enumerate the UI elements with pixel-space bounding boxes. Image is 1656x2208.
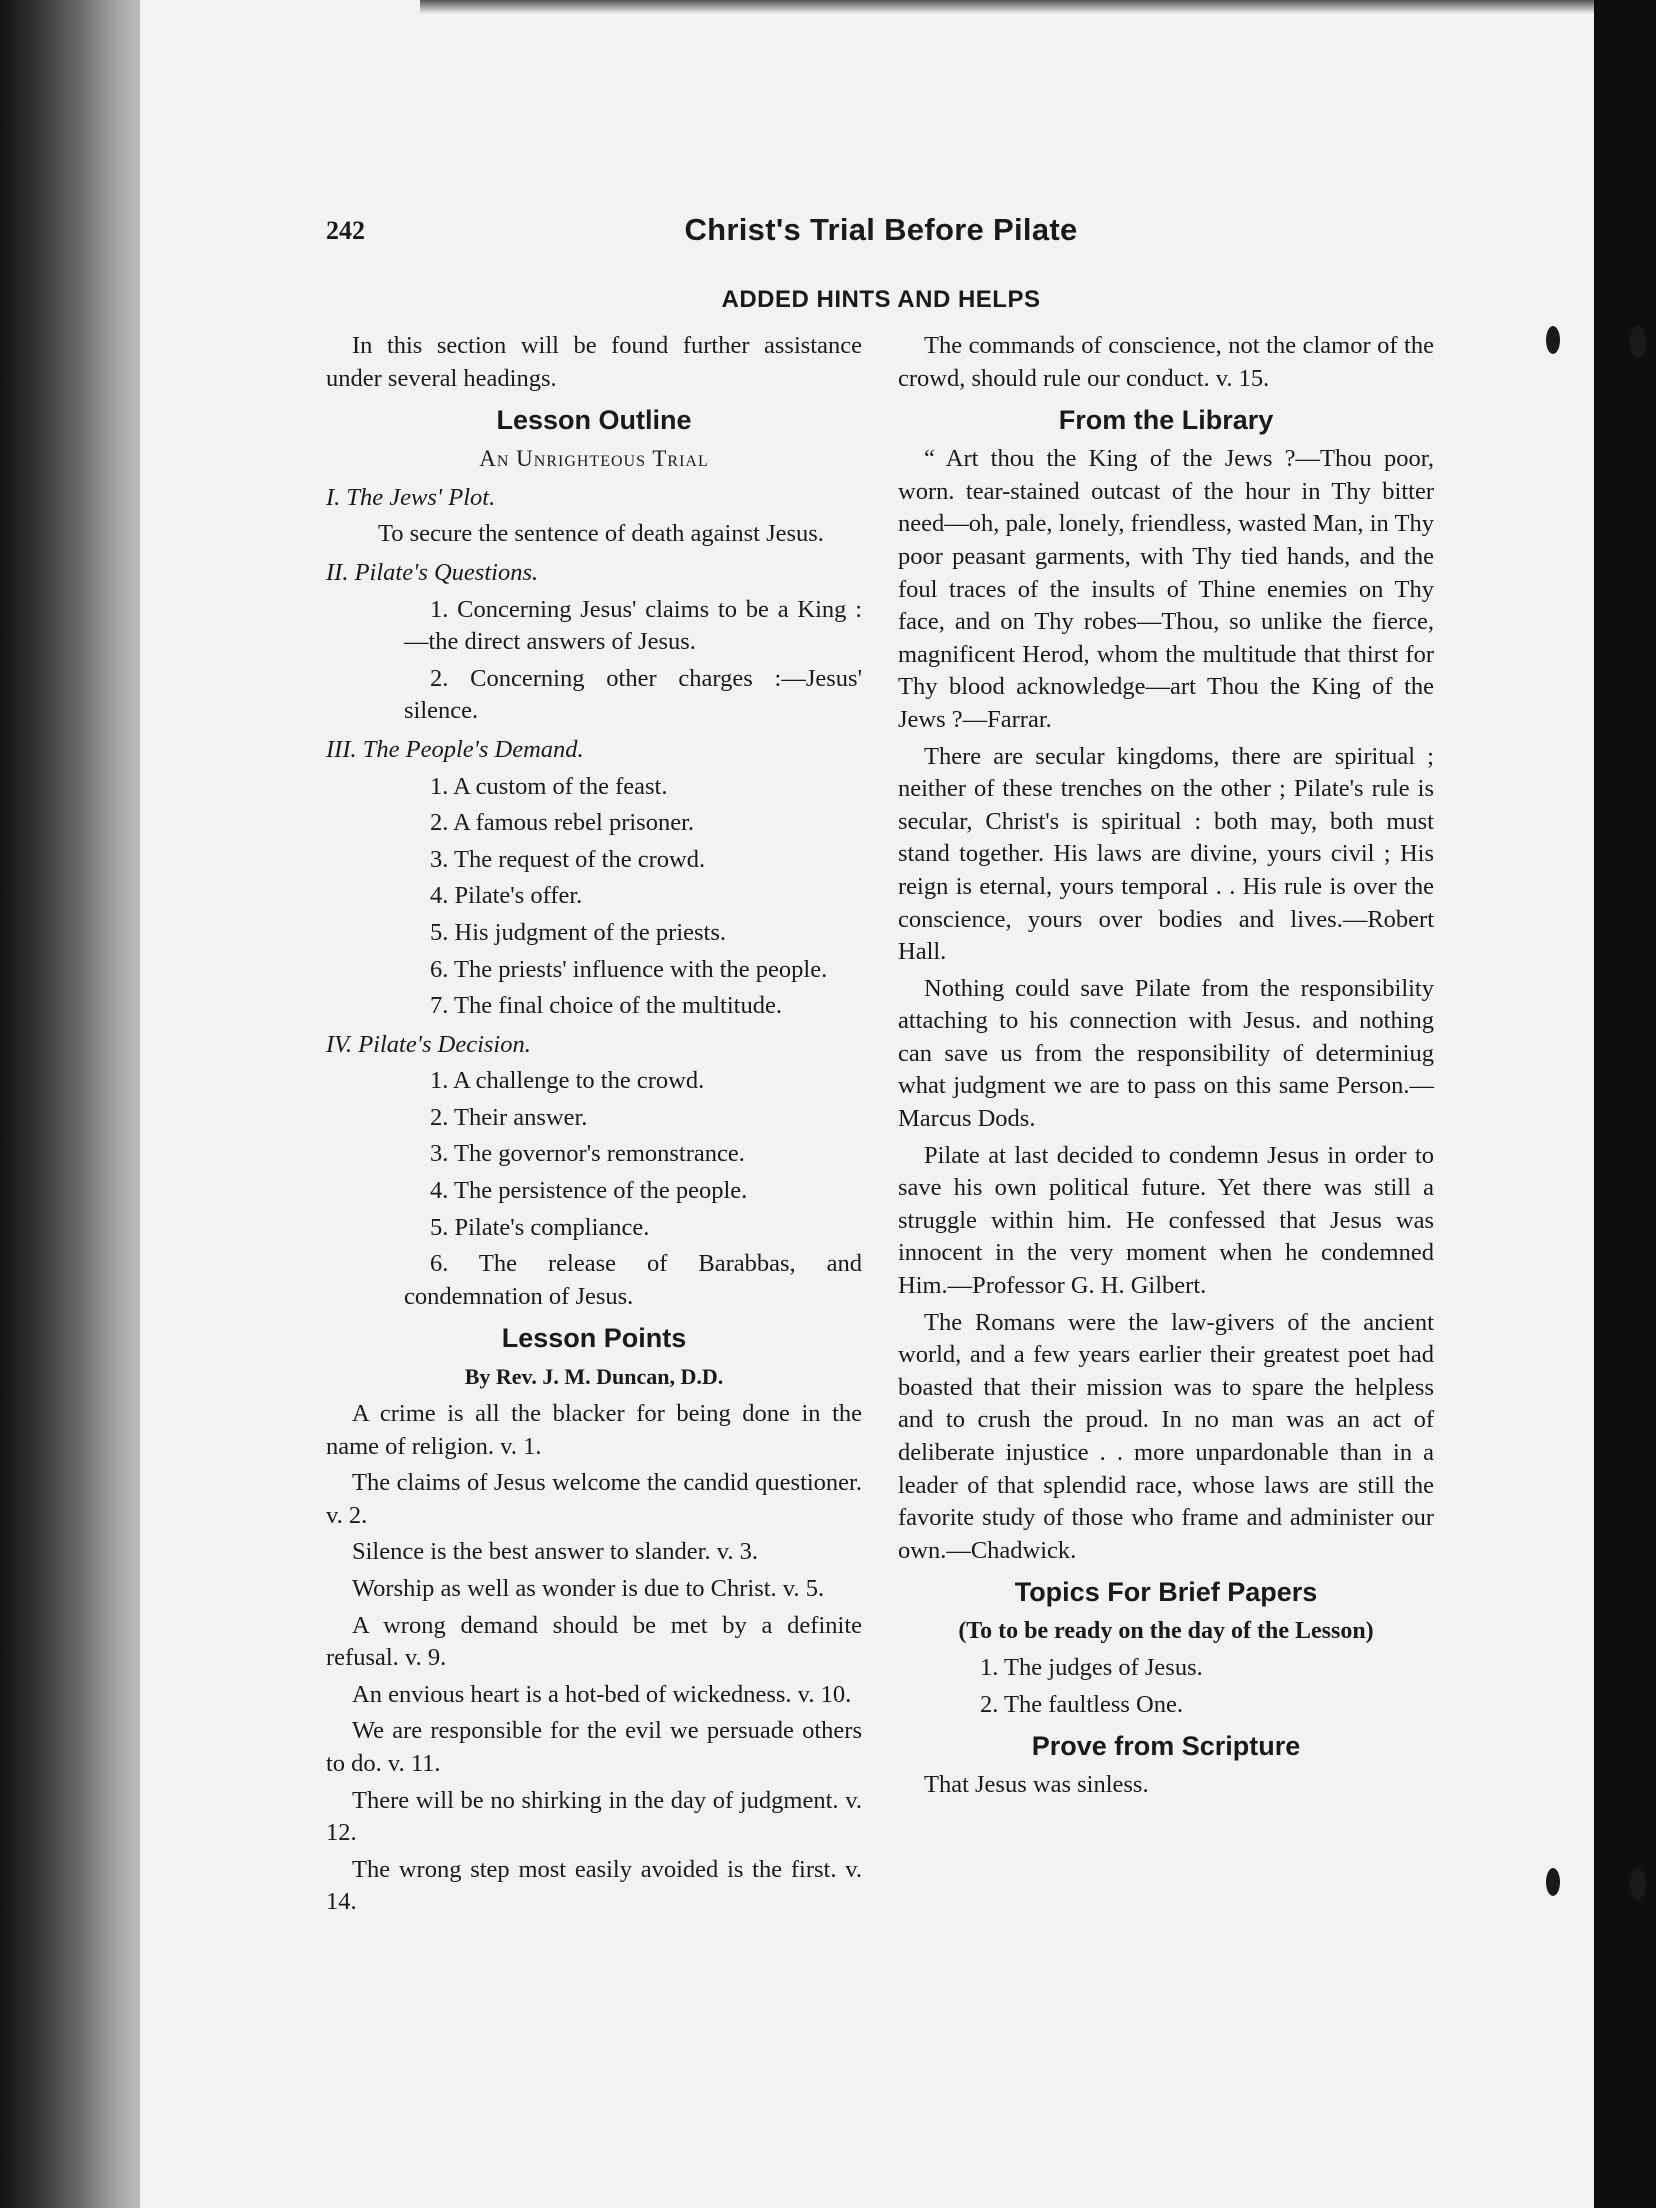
page-number: 242 xyxy=(326,216,365,245)
lesson-point: An envious heart is a hot-bed of wickedness. v. 10. xyxy=(352,1680,852,1708)
lesson-point: We are responsible for the evil we persuade others to do. v. 11. xyxy=(326,1717,862,1777)
outline-item: 2. Concerning other charges :—Jesus' silence. xyxy=(404,664,862,725)
outline-item: 1. A custom of the feast. xyxy=(430,772,668,800)
running-title: Christ's Trial Before Pilate xyxy=(684,212,1078,247)
from-library-title: From the Library xyxy=(1058,405,1274,436)
outline-text: To secure the sentence of death against Jesus. xyxy=(378,520,824,548)
library-quote: “ Art thou the King of the Jews ?—Thou poor, worn. tear-stained outcast of the hour in Thy bitter need—oh, pale, lonely, friendless, wasted Man, in Thy poor peasant garments, with Thy tied hands, and the foul traces of the insults of Thine enemies on Thy face, and on Thy robes—Thou, so unlike the fierce, magnificent Herod, whom the multitude that thirst for Thy blood acknowledge—art Thou the King of the Jews ?—Farrar. xyxy=(898,445,1434,733)
outline-item: 3. The governor's remonstrance. xyxy=(430,1140,745,1168)
lesson-point: The wrong step most easily avoided is the first. v. 14. xyxy=(326,1855,862,1916)
lesson-point: A wrong demand should be met by a definite refusal. v. 9. xyxy=(326,1611,862,1672)
topic-item: 2. The faultless One. xyxy=(980,1690,1183,1718)
lesson-outline-subtitle: An Unrighteous Trial xyxy=(479,446,709,472)
outline-item: 5. Pilate's compliance. xyxy=(430,1213,650,1241)
topics-subtitle: (To to be ready on the day of the Lesson) xyxy=(958,1618,1374,1645)
right-column xyxy=(898,330,1434,1806)
outline-item: 5. His judgment of the priests. xyxy=(430,918,727,946)
prove-title: Prove from Scripture xyxy=(1031,1731,1301,1762)
lesson-point: Worship as well as wonder is due to Christ. v. 5. xyxy=(352,1575,825,1602)
binding-hole-mark xyxy=(1630,1868,1646,1900)
outline-item: 3. The request of the crowd. xyxy=(430,845,706,873)
outline-item: 4. The persistence of the people. xyxy=(430,1177,748,1205)
lesson-points-byline: By Rev. J. M. Duncan, D.D. xyxy=(464,1364,724,1390)
topic-item: 1. The judges of Jesus. xyxy=(980,1653,1203,1681)
outline-item: 2. A famous rebel prisoner. xyxy=(430,809,695,837)
outline-item: 7. The final choice of the multitude. xyxy=(430,992,782,1020)
outline-item: 4. Pilate's offer. xyxy=(430,882,583,910)
binding-hole-mark xyxy=(1546,326,1560,354)
lesson-point: The commands of conscience, not the clamor of the crowd, should rule our conduct. v. 15. xyxy=(898,332,1434,392)
library-quote: There are secular kingdoms, there are spiritual ; neither of these trenches on the other ; Pilate's rule is secular, Christ's is spiritual : both may, both must stand together. His laws are divine, yours civil ; His reign is eternal, yours temporal . . His rule is over the conscience, yours over bodies and lives.—Robert Hall. xyxy=(898,742,1434,966)
scan-right-edge xyxy=(1594,0,1656,2208)
section-title: ADDED HINTS AND HELPS xyxy=(721,286,1041,313)
outline-item: 6. The priests' influence with the people. xyxy=(430,955,828,983)
outline-item: 1. Concerning Jesus' claims to be a King : —the direct answers of Jesus. xyxy=(404,595,862,656)
intro-paragraph: In this section will be found further assistance under several headings. xyxy=(326,332,862,392)
topics-title: Topics For Brief Papers xyxy=(1014,1577,1318,1608)
binding-hole-mark xyxy=(1546,1868,1560,1896)
library-quote: Nothing could save Pilate from the responsibility attaching to his connection with Jesus. and nothing can save us from the responsibility of determiniug what judgment we are to pass on this same Person.—Marcus Dods. xyxy=(898,974,1434,1133)
prove-text: That Jesus was sinless. xyxy=(924,1771,1149,1799)
lesson-points-title: Lesson Points xyxy=(501,1323,687,1354)
outline-heading: II. Pilate's Questions. xyxy=(326,558,539,586)
outline-heading: I. The Jews' Plot. xyxy=(326,483,496,511)
lesson-outline-title: Lesson Outline xyxy=(496,405,692,436)
lesson-point: The claims of Jesus welcome the candid questioner. v. 2. xyxy=(326,1469,862,1529)
outline-item: 1. A challenge to the crowd. xyxy=(430,1067,705,1095)
page-header xyxy=(326,212,1436,262)
library-quote: Pilate at last decided to condemn Jesus in order to save his own political future. Yet there was still a struggle within him. He confessed that Jesus was innocent in the very moment when he condemned Him.—Professor G. H. Gilbert. xyxy=(898,1141,1434,1300)
outline-item: 2. Their answer. xyxy=(430,1103,588,1131)
page-top-shadow xyxy=(420,0,1594,14)
outline-heading: IV. Pilate's Decision. xyxy=(326,1030,531,1058)
library-quote: The Romans were the law-givers of the ancient world, and a few years earlier their greatest poet had boasted that their mission was to spare the helpless and to crush the proud. In no man was an act of deliberate injustice . . more unpardonable than in a leader of that splendid race, whose laws are still the favorite study of those who frame and administer our own.—Chadwick. xyxy=(898,1308,1434,1564)
lesson-point: Silence is the best answer to slander. v. 3. xyxy=(352,1538,758,1566)
lesson-point: There will be no shirking in the day of judgment. v. 12. xyxy=(326,1786,862,1847)
outline-heading: III. The People's Demand. xyxy=(326,735,584,763)
outline-item: 6. The release of Barabbas, and condemnation of Jesus. xyxy=(404,1250,862,1310)
lesson-point: A crime is all the blacker for being done in the name of religion. v. 1. xyxy=(326,1400,862,1460)
left-column xyxy=(326,330,862,1923)
binding-hole-mark xyxy=(1630,326,1646,358)
